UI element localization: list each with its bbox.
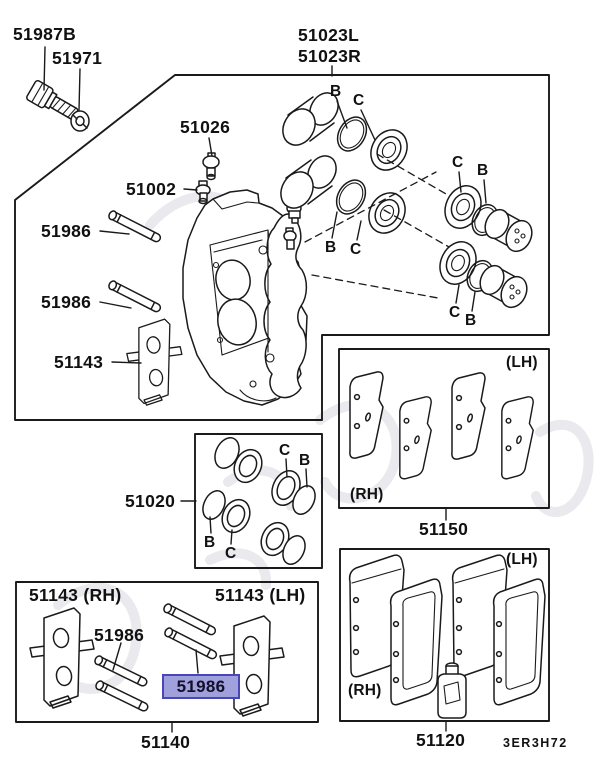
callout-b-sealkit-top: B — [299, 452, 311, 469]
part-label-51023R[interactable]: 51023R — [298, 46, 362, 66]
callout-b-top: B — [330, 83, 342, 100]
part-label-51986-upper[interactable]: 51986 — [41, 221, 92, 241]
callout-c-top: C — [353, 92, 365, 109]
brake-pad-4 — [494, 579, 545, 705]
part-label-51143-rh[interactable]: 51143 (RH) — [29, 585, 122, 605]
marker-lh-shim-set: (LH) — [506, 354, 538, 371]
callout-c-right-top: C — [452, 154, 464, 171]
marker-rh-shim-set: (RH) — [350, 486, 384, 503]
part-label-51143[interactable]: 51143 — [54, 352, 104, 372]
callout-b-right-top: B — [477, 162, 489, 179]
pad-pin-lower-drawing — [108, 280, 162, 314]
part-label-51023L[interactable]: 51023L — [298, 25, 360, 45]
part-label-51120[interactable]: 51120 — [416, 730, 466, 750]
shim-plate-4 — [502, 397, 533, 479]
part-label-51987B[interactable]: 51987B — [13, 24, 77, 44]
part-label-51140[interactable]: 51140 — [141, 732, 191, 752]
part-label-51150[interactable]: 51150 — [419, 519, 469, 539]
callout-b-sealkit-bottom: B — [204, 534, 216, 551]
part-label-51026[interactable]: 51026 — [180, 117, 231, 137]
brake-pad-2 — [391, 579, 442, 705]
part-label-51986-kit[interactable]: 51986 — [94, 625, 145, 645]
part-label-51986-selected[interactable]: 51986 — [162, 674, 240, 699]
kit-clip-lh-drawing — [220, 616, 284, 716]
callout-c-sealkit-top: C — [279, 442, 291, 459]
lock-washer-drawing — [71, 111, 89, 131]
shim-plate-1 — [350, 372, 383, 458]
part-label-51143-lh[interactable]: 51143 (LH) — [215, 585, 306, 605]
marker-lh-pad-kit: (LH) — [506, 551, 538, 568]
marker-rh-pad-kit: (RH) — [348, 682, 382, 699]
part-label-51971[interactable]: 51971 — [52, 48, 103, 68]
callout-b-right-bottom: B — [465, 312, 477, 329]
shim-plate-2 — [400, 397, 431, 479]
part-label-51986-lower[interactable]: 51986 — [41, 292, 92, 312]
bleeder-screw-drawing — [203, 153, 219, 180]
callout-c-sealkit-bottom: C — [225, 545, 237, 562]
part-label-51020[interactable]: 51020 — [125, 491, 176, 511]
caliper-body-drawing — [183, 190, 307, 405]
shim-plate-3 — [452, 373, 485, 459]
callout-c-right-bottom: C — [449, 304, 461, 321]
diagram-code: 3ER3H72 — [503, 736, 568, 750]
part-label-51002[interactable]: 51002 — [126, 179, 177, 199]
callout-b-mid: B — [325, 239, 337, 256]
callout-c-mid: C — [350, 241, 362, 258]
